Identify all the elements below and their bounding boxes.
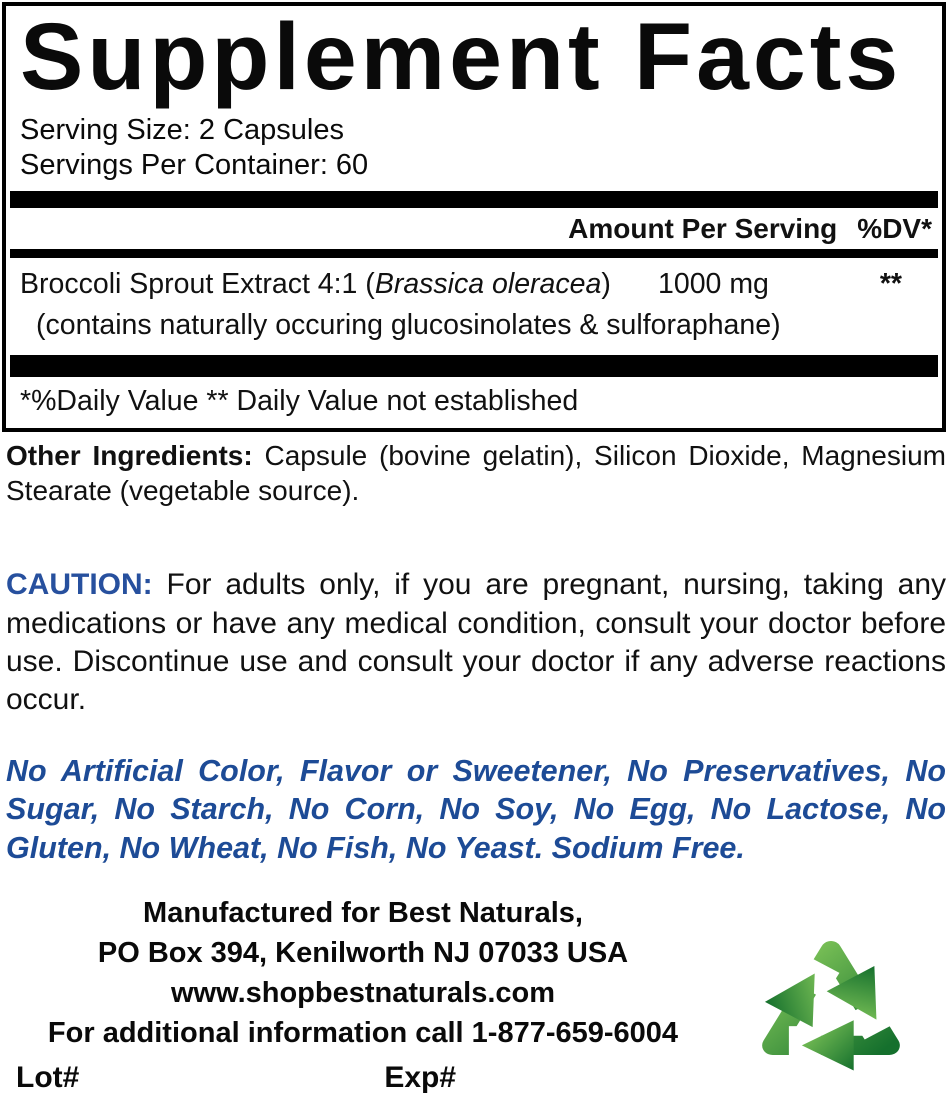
serving-size: Serving Size: 2 Capsules (20, 114, 344, 147)
divider-bar-thick (10, 191, 938, 208)
ingredient-name-botanical: Brassica oleracea (374, 267, 602, 300)
percent-dv-header: %DV* (857, 212, 932, 244)
manufacturer-line: Manufactured for Best Naturals, (143, 897, 583, 930)
phone-line: For additional information call 1-877-659-6004 (47, 1017, 679, 1050)
divider-bar-thick-bottom (10, 355, 938, 377)
divider-bar-thin (10, 249, 938, 258)
lot-exp-row (0, 1057, 726, 1098)
footer (0, 893, 949, 1098)
exp-date-label: Exp# (384, 1061, 457, 1095)
footer-text-block (0, 893, 726, 1098)
supplement-label (0, 2, 949, 1095)
ingredient-amount: 1000 mg (658, 267, 769, 300)
other-ingredients-text: Capsule (bovine gelatin), Silicon Dioxide, Magnesium Stearate (vegetable source). (6, 439, 946, 506)
ingredient-name (20, 268, 640, 301)
address-line: PO Box 394, Kenilworth NJ 07033 USA (97, 937, 629, 970)
amount-per-serving-header-row (6, 213, 942, 245)
other-ingredients-label: Other Ingredients: (6, 439, 253, 471)
caution-statement (6, 566, 946, 720)
allergen-free-claims: No Artificial Color, Flavor or Sweetener, No Preservatives, No Sugar, No Starch, No Corn, No Soy, No Egg, No Lactose, No Gluten, No Wheat, No Fish, No Yeast. Sodium Free. (6, 753, 946, 865)
other-ingredients (6, 439, 946, 508)
recycle-icon (750, 927, 912, 1098)
lot-number-label: Lot# (16, 1061, 80, 1095)
ingredient-note: (contains naturally occuring glucosinolates & sulforaphane) (36, 308, 781, 341)
ingredient-name-suffix: ) (601, 267, 611, 300)
caution-label: CAUTION: (6, 568, 153, 602)
servings-per-container: Servings Per Container: 60 (20, 148, 369, 181)
ingredient-name-prefix: Broccoli Sprout Extract 4:1 ( (20, 267, 375, 300)
ingredient-dv: ** (879, 267, 902, 300)
amount-per-serving-header: Amount Per Serving (568, 212, 838, 244)
daily-value-footnote: *%Daily Value ** Daily Value not established (20, 384, 579, 417)
caution-text: For adults only, if you are pregnant, nursing, taking any medications or have any medical condition, consult your doctor before use. Discontinue use and consult your doctor if any adverse reactions occur. (6, 568, 947, 717)
supplement-facts-panel (2, 2, 946, 432)
supplement-facts-title: Supplement Facts (20, 4, 903, 110)
website-line: www.shopbestnaturals.com (170, 977, 556, 1010)
ingredient-row (20, 268, 942, 301)
